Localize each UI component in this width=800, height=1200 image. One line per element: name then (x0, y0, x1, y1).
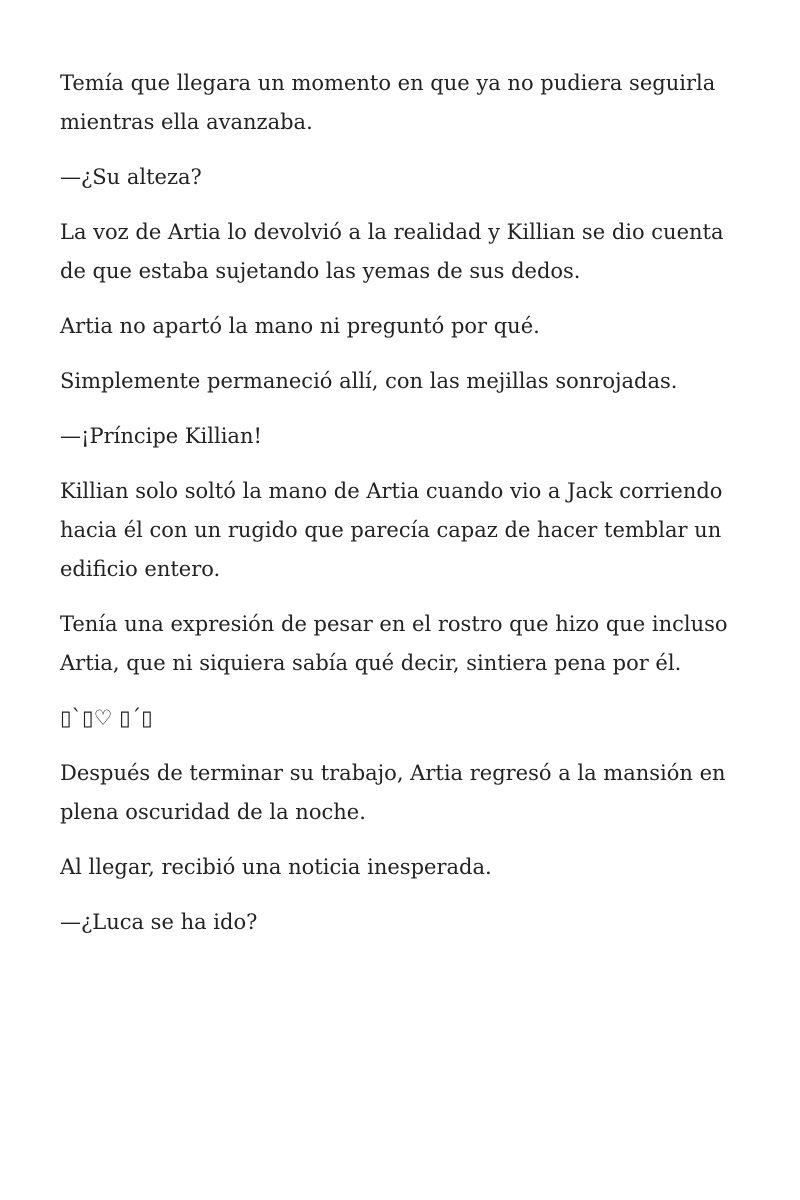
paragraph: Artia no apartó la mano ni preguntó por qué. (60, 314, 540, 338)
paragraph: Tenía una expresión de pesar en el rostro que hizo que incluso Artia, que ni siquiera sabía qué decir, sintiera pena por él. (60, 612, 728, 675)
paragraph: Temía que llegara un momento en que ya no pudiera seguirla mientras ella avanzaba. (60, 71, 716, 134)
paragraph: Al llegar, recibió una noticia inesperada. (60, 855, 492, 879)
paragraph: Después de terminar su trabajo, Artia regresó a la mansión en plena oscuridad de la noche. (60, 761, 726, 824)
paragraph: Killian solo soltó la mano de Artia cuando vio a Jack corriendo hacia él con un rugido que parecía capaz de hacer temblar un edificio entero. (60, 479, 723, 581)
reader-page (60, 64, 750, 958)
scene-break: ▯`▯♡ ▯´▯ (60, 706, 153, 730)
dialogue-line: —¡Príncipe Killian! (60, 424, 262, 448)
dialogue-line: —¿Luca se ha ido? (60, 910, 258, 934)
paragraph: Simplemente permaneció allí, con las mejillas sonrojadas. (60, 369, 678, 393)
paragraph: La voz de Artia lo devolvió a la realidad y Killian se dio cuenta de que estaba sujetando las yemas de sus dedos. (60, 220, 724, 283)
dialogue-line: —¿Su alteza? (60, 165, 202, 189)
